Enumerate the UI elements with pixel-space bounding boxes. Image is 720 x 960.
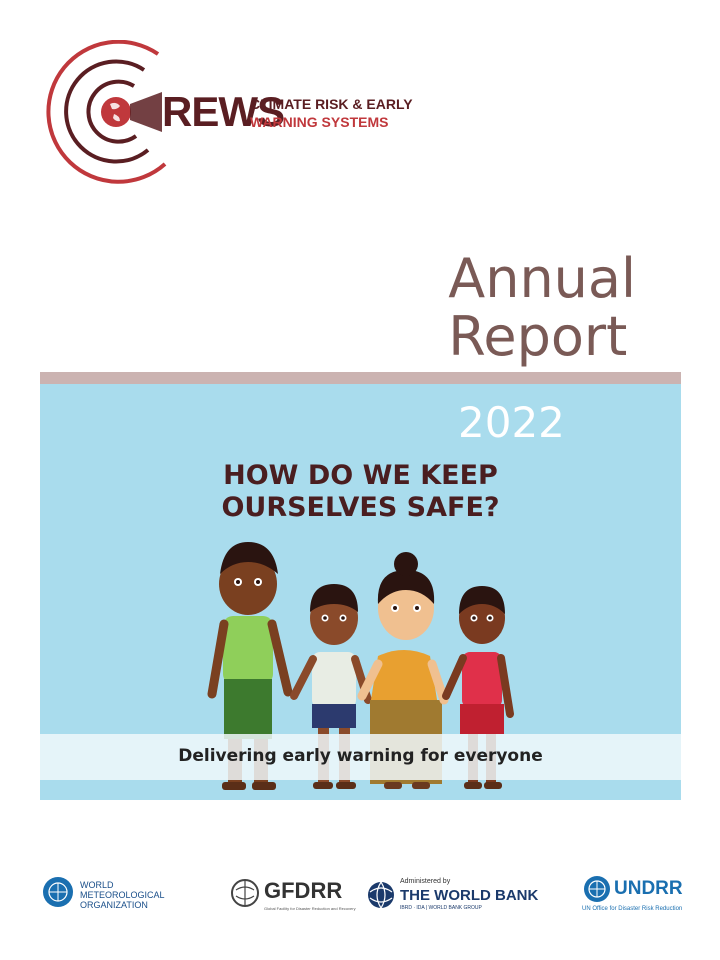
- wmo-line3: ORGANIZATION: [80, 900, 148, 910]
- report-year: 2022: [458, 398, 565, 447]
- worldbank-name: THE WORLD BANK: [400, 887, 539, 904]
- wmo-line2: METEOROLOGICAL: [80, 890, 165, 900]
- worldbank-globe-icon: [366, 880, 396, 910]
- wmo-emblem-icon: [40, 874, 76, 910]
- worldbank-administered: Administered by: [400, 878, 451, 885]
- tagline: Delivering early warning for everyone: [178, 746, 543, 766]
- crews-subtitle-line1: CLIMATE RISK & EARLY: [250, 96, 413, 112]
- crews-wordmark: REWS: [162, 88, 284, 135]
- worldbank-subtitle: IBRD · IDA | WORLD BANK GROUP: [400, 905, 482, 911]
- crews-logo: [40, 40, 413, 190]
- crews-subtitle-line2: WARNING SYSTEMS: [250, 114, 389, 130]
- undrr-subtitle: UN Office for Disaster Risk Reduction: [582, 906, 683, 912]
- undrr-logo: [582, 872, 692, 916]
- gfdrr-globe-icon: [230, 878, 260, 908]
- undrr-name: UNDRR: [614, 878, 683, 899]
- report-title: [448, 247, 636, 368]
- gfdrr-subtitle: Global Facility for Disaster Reduction and Recovery: [264, 906, 356, 911]
- wmo-logo: [40, 872, 170, 916]
- gfdrr-logo: [230, 872, 360, 916]
- gfdrr-name: GFDRR: [264, 878, 343, 903]
- un-emblem-icon: [582, 874, 612, 904]
- title-line-report: Report: [448, 305, 628, 368]
- headline-line2: OURSELVES SAFE?: [221, 492, 500, 523]
- headline: [40, 460, 681, 524]
- wmo-line1: WORLD: [80, 880, 114, 890]
- title-line-annual: Annual: [448, 247, 636, 310]
- divider-stripe: [40, 372, 681, 384]
- illustration-panel: [40, 384, 681, 800]
- worldbank-logo: [366, 872, 539, 916]
- headline-line1: HOW DO WE KEEP: [223, 460, 498, 491]
